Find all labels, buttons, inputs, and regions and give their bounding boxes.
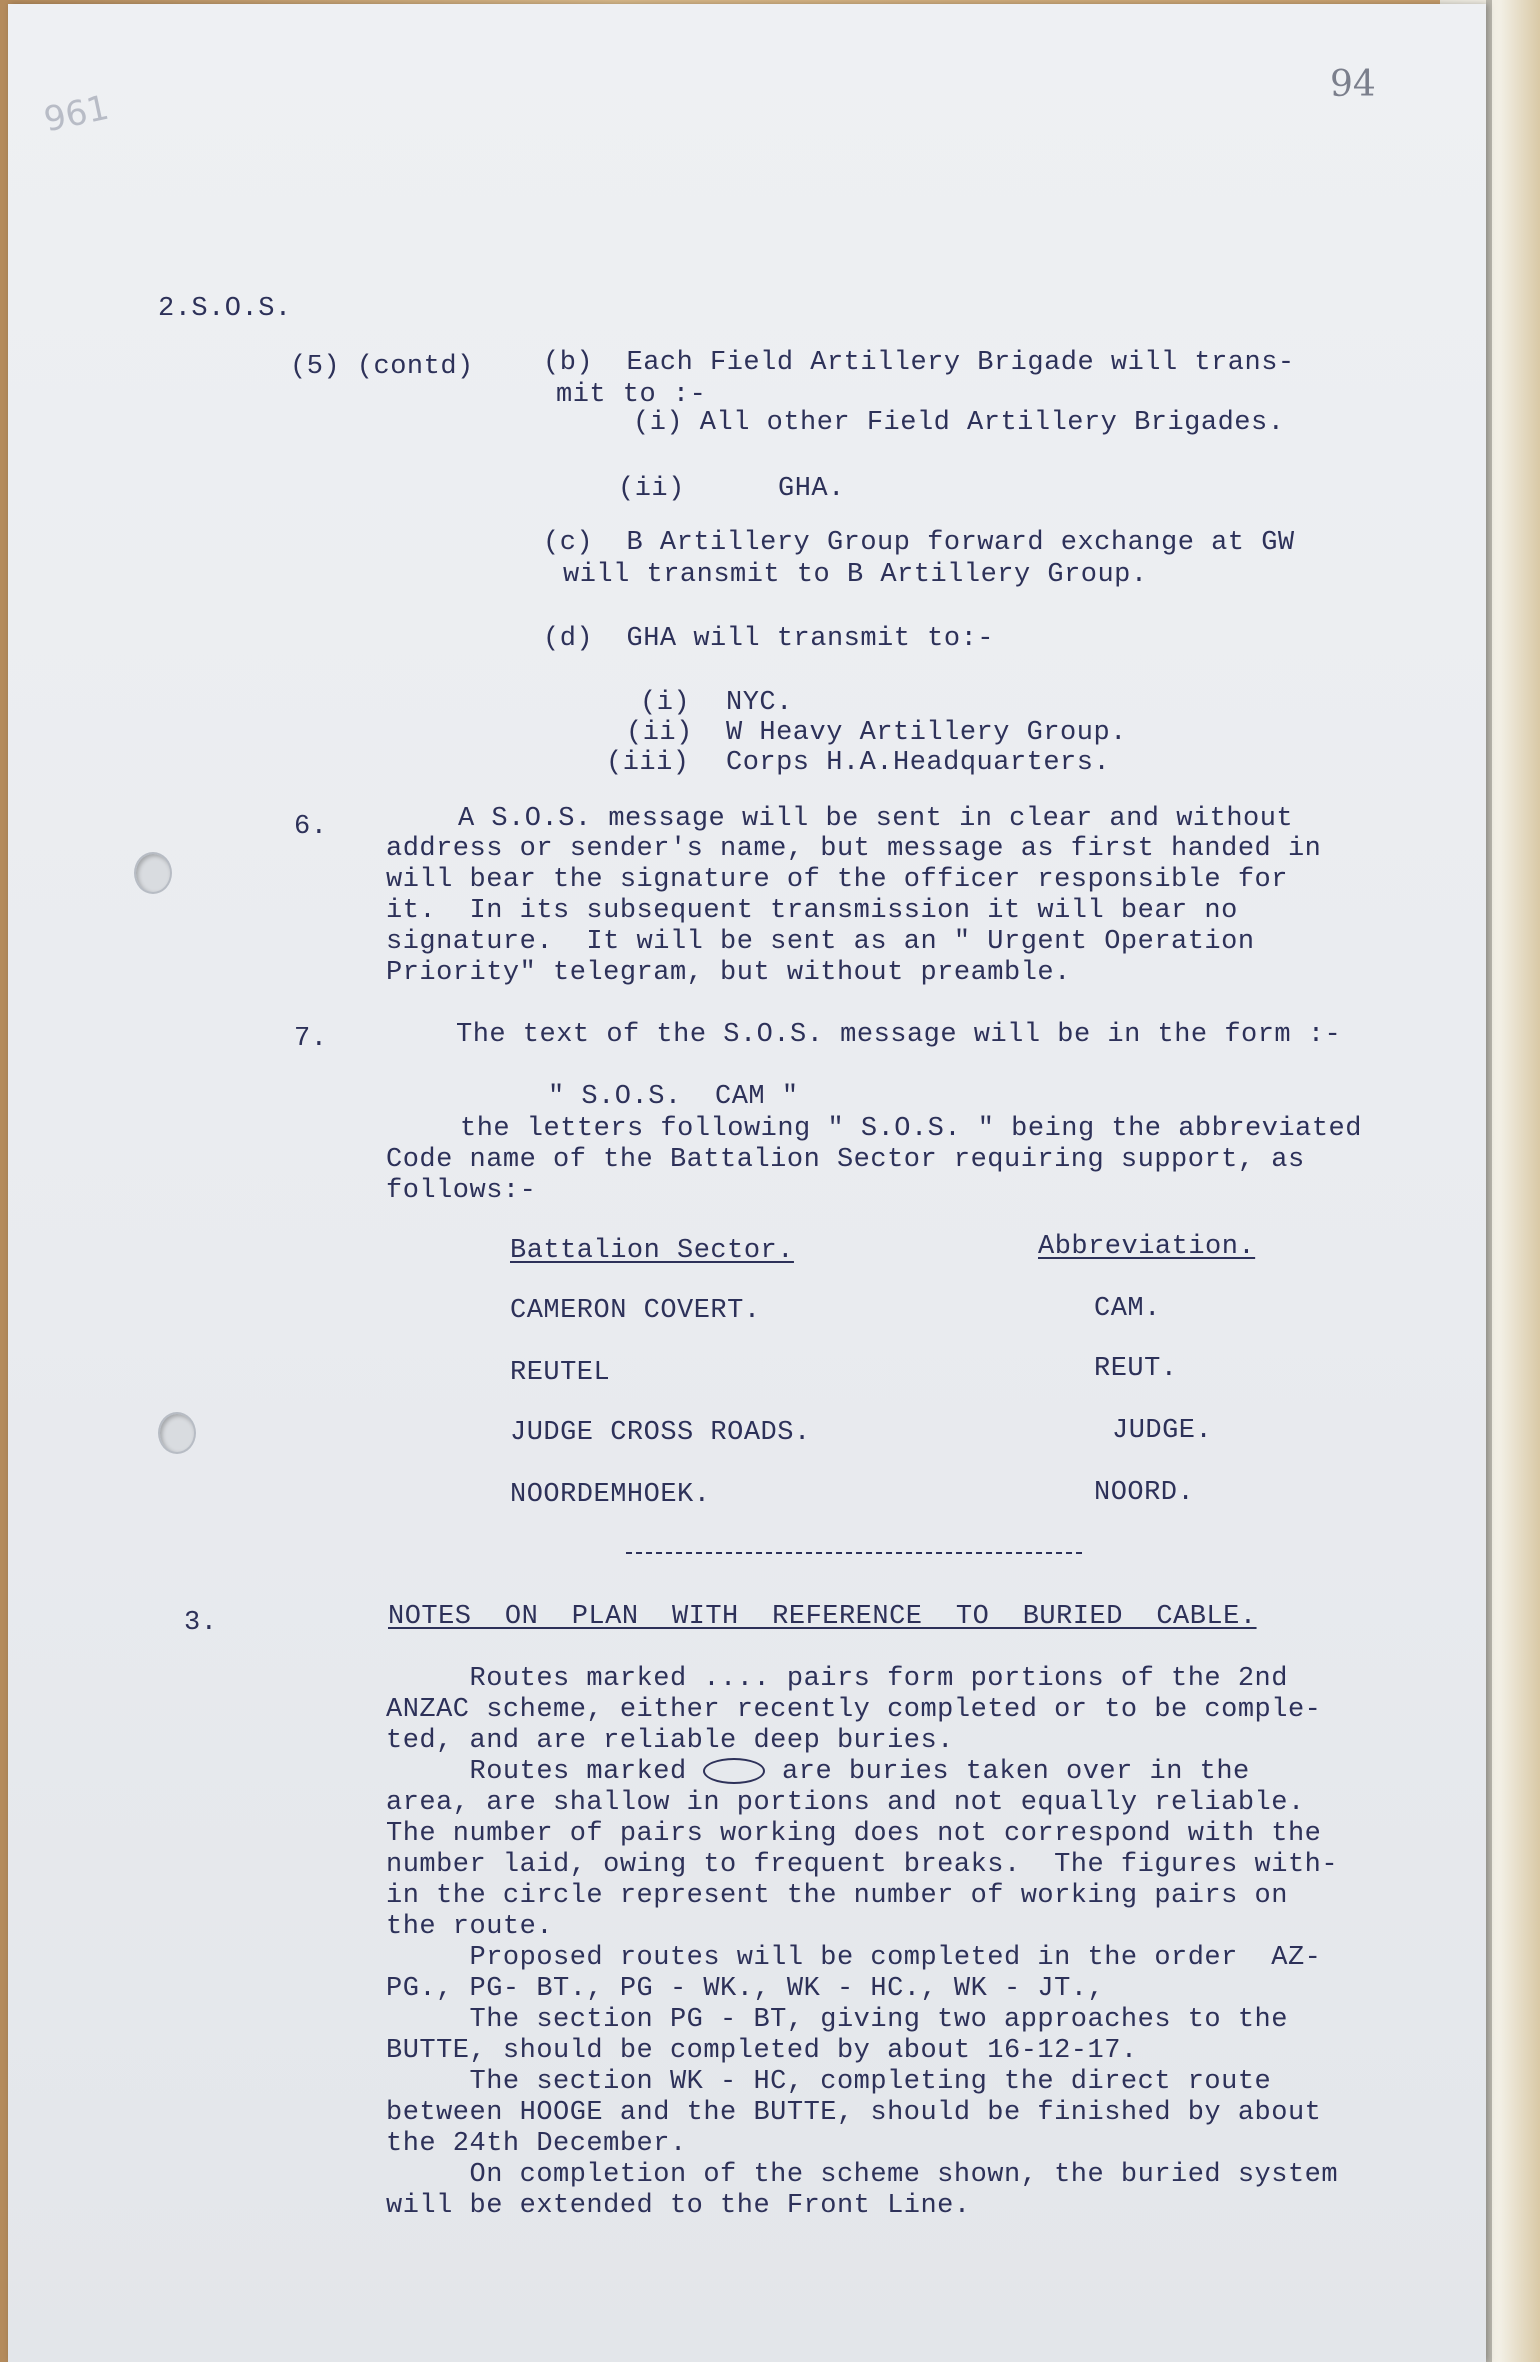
notes-line: The section WK - HC, completing the direct route: [386, 2067, 1272, 2097]
table-cell-abbreviation: REUT.: [1094, 1354, 1178, 1384]
notes-line-start: Routes marked: [386, 1757, 687, 1787]
section-divider: [626, 1552, 1082, 1554]
para-5b-line1: (b) Each Field Artillery Brigade will trans-: [543, 348, 1295, 378]
notes-line: ted, and are reliable deep buries.: [386, 1726, 954, 1756]
para-6-line: A S.O.S. message will be sent in clear and without: [458, 804, 1294, 834]
para-6-line: signature. It will be sent as an " Urgent Operation: [386, 927, 1255, 957]
table-cell-abbreviation: CAM.: [1094, 1294, 1161, 1324]
para-5d-i-text: NYC.: [726, 688, 793, 718]
para-7-line: Code name of the Battalion Sector requiring support, as: [386, 1145, 1305, 1175]
table-cell-sector: JUDGE CROSS ROADS.: [510, 1418, 811, 1448]
notes-line: BUTTE, should be completed by about 16-12-17.: [386, 2036, 1138, 2066]
pencil-folio-mark: 961: [40, 87, 113, 141]
notes-line: On completion of the scheme shown, the buried system: [386, 2160, 1339, 2190]
notes-line: between HOOGE and the BUTTE, should be finished by about: [386, 2098, 1322, 2128]
para-5-number: (5) (contd): [290, 352, 474, 382]
circle-route-symbol-icon: [703, 1758, 765, 1784]
para-5b-ii-number: (ii): [618, 474, 685, 504]
page-number: 94: [1330, 64, 1376, 105]
para-7-line: the letters following " S.O.S. " being the abbreviated: [460, 1114, 1362, 1144]
para-6-line: address or sender's name, but message as first handed in: [386, 834, 1322, 864]
section-3-number: 3.: [184, 1608, 218, 1638]
para-5b-i: (i) All other Field Artillery Brigades.: [633, 408, 1285, 438]
punch-hole-top: [134, 852, 172, 894]
notes-line: number laid, owing to frequent breaks. The figures with-: [386, 1850, 1339, 1880]
page-edge: [1486, 0, 1492, 2362]
notes-line: ANZAC scheme, either recently completed or to be comple-: [386, 1695, 1322, 1725]
para-5d-ii-number: (ii): [626, 718, 693, 748]
table-cell-abbreviation: JUDGE.: [1112, 1416, 1213, 1446]
table-cell-abbreviation: NOORD.: [1094, 1478, 1195, 1508]
para-5d-iii-number: (iii): [606, 748, 690, 778]
para-5d-line: (d) GHA will transmit to:-: [543, 624, 994, 654]
para-6-number: 6.: [294, 812, 328, 842]
section-3-heading: NOTES ON PLAN WITH REFERENCE TO BURIED CABLE.: [388, 1602, 1257, 1632]
para-5b-ii-text: GHA.: [778, 474, 845, 504]
notes-line: the 24th December.: [386, 2129, 687, 2159]
para-6-line: it. In its subsequent transmission it will bear no: [386, 896, 1238, 926]
table-cell-sector: REUTEL: [510, 1358, 611, 1388]
para-5b-line2: mit to :-: [556, 380, 707, 410]
document-page: [8, 4, 1486, 2362]
para-6-line: will bear the signature of the officer responsible for: [386, 865, 1288, 895]
section-2-heading: 2.S.O.S.: [158, 294, 292, 324]
notes-line: area, are shallow in portions and not equally reliable.: [386, 1788, 1305, 1818]
table-cell-sector: NOORDEMHOEK.: [510, 1480, 711, 1510]
table-header-sector: Battalion Sector.: [510, 1236, 794, 1266]
para-6-line: Priority" telegram, but without preamble.: [386, 958, 1071, 988]
table-header-abbreviation: Abbreviation.: [1038, 1232, 1256, 1262]
para-5c-line1: (c) B Artillery Group forward exchange at GW: [543, 528, 1295, 558]
para-7-number: 7.: [294, 1024, 328, 1054]
table-cell-sector: CAMERON COVERT.: [510, 1296, 761, 1326]
punch-hole-bottom: [158, 1412, 196, 1454]
para-7-quote: " S.O.S. CAM ": [548, 1082, 799, 1112]
notes-line: Routes marked .... pairs form portions of the 2nd: [386, 1664, 1288, 1694]
notes-line: The number of pairs working does not correspond with the: [386, 1819, 1322, 1849]
para-5c-line2: will transmit to B Artillery Group.: [563, 560, 1148, 590]
para-7-line1: The text of the S.O.S. message will be in the form :-: [456, 1020, 1342, 1050]
notes-line: The section PG - BT, giving two approaches to the: [386, 2005, 1288, 2035]
para-5d-iii-text: Corps H.A.Headquarters.: [726, 748, 1111, 778]
notes-line: Proposed routes will be completed in the order AZ-: [386, 1943, 1322, 1973]
notes-line-tail: are buries taken over in the: [765, 1757, 1250, 1787]
para-5d-i-number: (i): [640, 688, 691, 718]
notes-line: the route.: [386, 1912, 554, 1942]
para-5d-ii-text: W Heavy Artillery Group.: [726, 718, 1127, 748]
para-7-line: follows:-: [386, 1176, 537, 1206]
notes-line: in the circle represent the number of working pairs on: [386, 1881, 1288, 1911]
notes-line: will be extended to the Front Line.: [386, 2191, 971, 2221]
notes-line: [386, 1757, 1250, 1788]
notes-line: PG., PG- BT., PG - WK., WK - HC., WK - JT.,: [386, 1974, 1105, 2004]
